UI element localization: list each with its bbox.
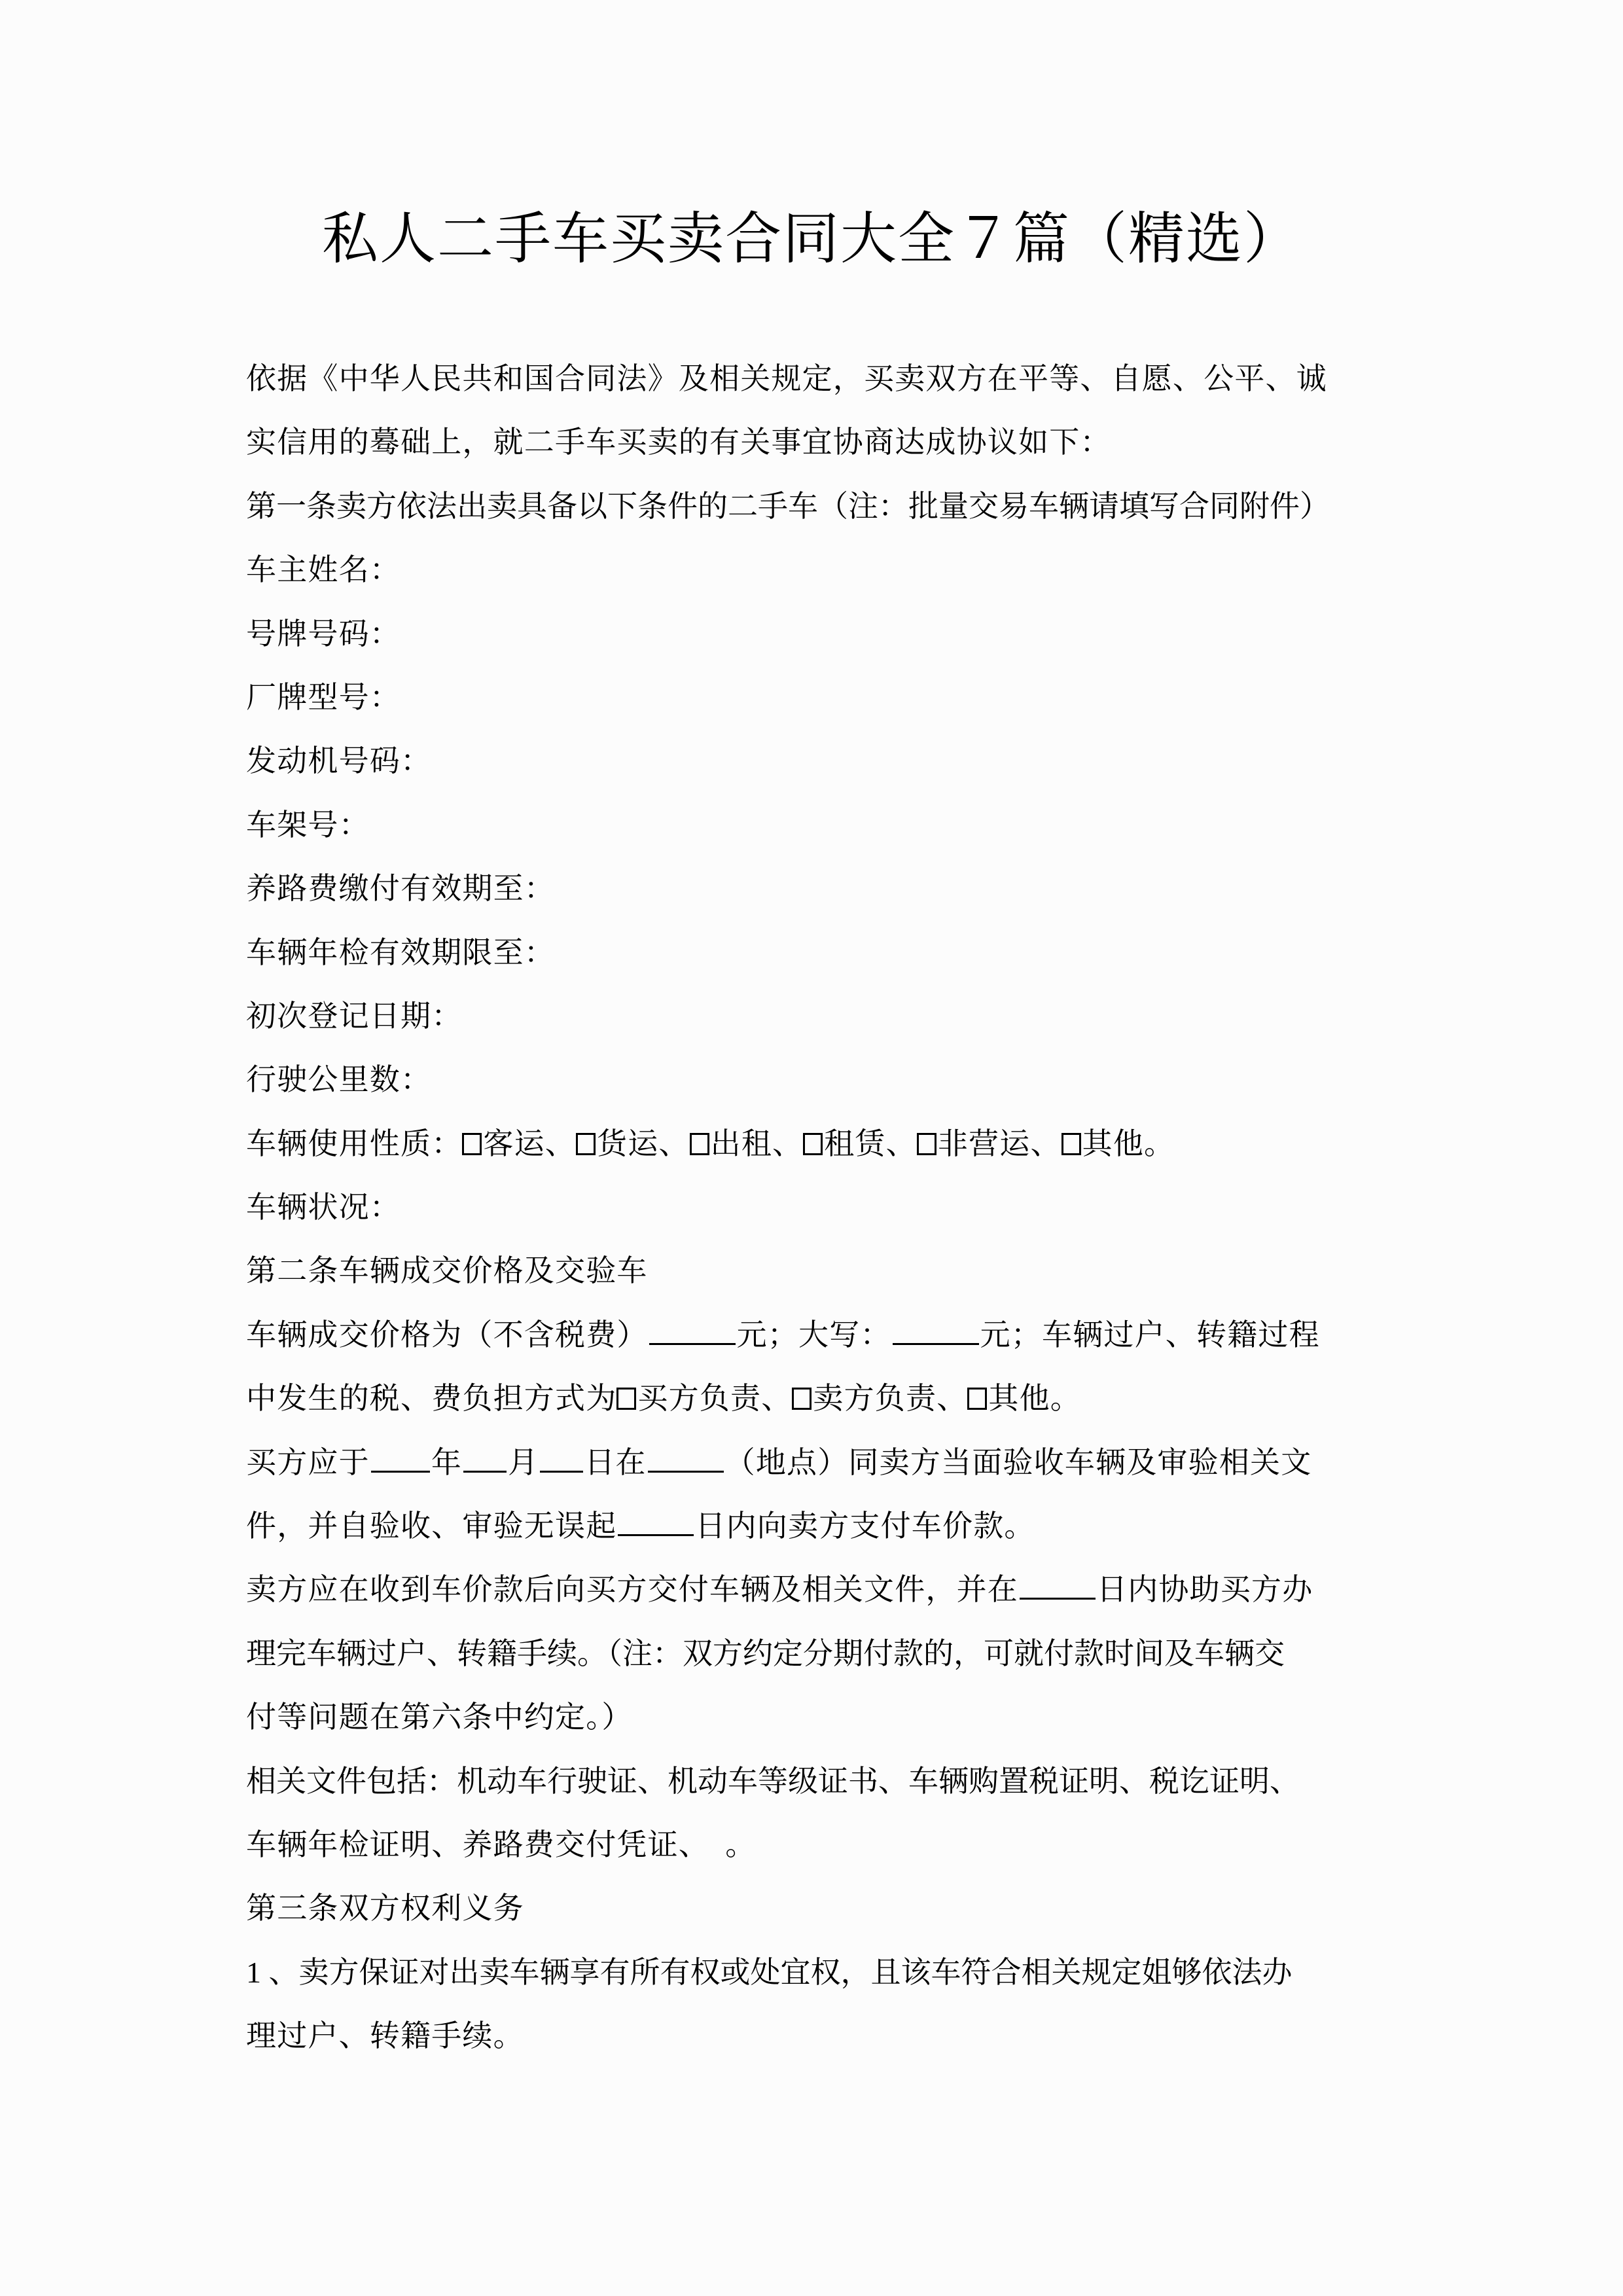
price-line xyxy=(246,1303,1385,1367)
inspection-line-2 xyxy=(246,1494,1385,1558)
intro-line-1: 依据《中华人民共和国合同法》及相关规定，买卖双方在平等、自愿、公平、诚 xyxy=(246,362,1327,395)
delivery-line-3: 付等问题在第六条中约定。） xyxy=(246,1700,633,1734)
checkbox-icon xyxy=(917,1133,936,1155)
vehicle-condition-label: 车辆状况： xyxy=(246,1191,401,1225)
vehicle-usage-line xyxy=(246,1112,1385,1175)
intro-line-2: 实信用的蓦础上，就二手车买卖的有关事宜协商达成协议如下： xyxy=(246,425,1111,459)
field-brand-model: 厂牌型号： xyxy=(246,680,401,714)
checkbox-icon xyxy=(967,1388,987,1410)
inspection-text: 买方应于 xyxy=(246,1445,370,1479)
field-road-fee-valid-until: 养路费缴付有效期至： xyxy=(246,872,555,906)
document-body xyxy=(246,347,1385,2068)
delivery-line-1-prefix: 卖方应在收到车价款后向买方交付车辆及相关文件，并在 xyxy=(246,1573,1018,1607)
price-prefix: 车辆成交价格为（不含税费） xyxy=(246,1318,648,1352)
price-capital-blank xyxy=(893,1317,979,1345)
usage-option-non-commercial: 非营运、 xyxy=(937,1126,1061,1160)
checkbox-icon xyxy=(576,1133,596,1155)
checkbox-icon xyxy=(1061,1133,1081,1155)
tax-option-seller: 卖方负责、 xyxy=(813,1382,968,1416)
checkbox-icon xyxy=(690,1133,709,1155)
year-blank xyxy=(371,1444,430,1473)
inspection-text-rest: （地点）同卖方当面验收车辆及审验相关文 xyxy=(724,1445,1312,1479)
transfer-days-blank xyxy=(1020,1571,1096,1600)
delivery-line-1-suffix: 日内协助买方办 xyxy=(1097,1573,1313,1607)
inspection-line-2-suffix: 日内向卖方支付车价款。 xyxy=(695,1509,1035,1543)
field-owner-name: 车主姓名： xyxy=(246,553,401,587)
article-3-item-1-line-1: 1 、卖方保证对出卖车辆享有所有权或处宜权，且该车符合相关规定姐够依法办 xyxy=(246,1955,1293,1989)
usage-option-other: 其他。 xyxy=(1082,1126,1175,1160)
documents-line-1: 相关文件包括：机动车行驶证、机动车等级证书、车辆购置税证明、税讫证明、 xyxy=(246,1764,1300,1798)
article-2-heading: 第二条车辆成交价格及交验车 xyxy=(246,1254,648,1288)
field-annual-inspection-valid-until: 车辆年检有效期限至： xyxy=(246,935,555,969)
payment-days-blank xyxy=(618,1508,694,1536)
usage-option-lease: 租赁、 xyxy=(824,1126,917,1160)
tax-option-buyer: 买方负责、 xyxy=(637,1382,793,1416)
checkbox-icon xyxy=(616,1388,636,1410)
article-3-item-1-line-2: 理过户、转籍手续。 xyxy=(246,2019,524,2053)
day-label: 日在 xyxy=(584,1445,647,1479)
article-1-heading: 第一条卖方依法出卖具备以下条件的二手车（注：批量交易车辆请填写合同附件） xyxy=(246,489,1330,523)
year-label: 年 xyxy=(431,1445,463,1479)
tax-burden-line xyxy=(246,1367,1385,1430)
delivery-line-2: 理完车辆过户、转籍手续。（注：双方约定分期付款的，可就付款时间及车辆交 xyxy=(246,1636,1285,1670)
location-blank xyxy=(648,1444,724,1473)
documents-line-2: 车辆年检证明、养路费交付凭证、 。 xyxy=(246,1827,757,1861)
month-blank xyxy=(463,1444,507,1473)
checkbox-icon xyxy=(462,1133,482,1155)
usage-option-passenger: 客运、 xyxy=(483,1126,577,1160)
checkbox-icon xyxy=(792,1388,812,1410)
field-mileage: 行驶公里数： xyxy=(246,1063,432,1097)
tax-burden-prefix: 中发生的税、费负担方式为 xyxy=(246,1382,617,1416)
inspection-line-1 xyxy=(246,1431,1385,1494)
price-unit-capital: 元；大写： xyxy=(736,1318,891,1352)
price-blank xyxy=(649,1317,736,1345)
day-blank xyxy=(540,1444,583,1473)
vehicle-usage-label: 车辆使用性质： xyxy=(246,1126,463,1160)
checkbox-icon xyxy=(803,1133,823,1155)
document-title: 私人二手车买卖合同大全７篇（精选） xyxy=(322,207,1301,270)
field-first-registration-date: 初次登记日期： xyxy=(246,999,463,1033)
tax-option-other: 其他。 xyxy=(988,1382,1082,1416)
usage-option-taxi: 出租、 xyxy=(710,1126,804,1160)
field-chassis-number: 车架号： xyxy=(246,808,370,842)
month-label: 月 xyxy=(508,1445,539,1479)
field-engine-number: 发动机号码： xyxy=(246,744,432,778)
field-plate-number: 号牌号码： xyxy=(246,617,401,651)
article-3-heading: 第三条双方权利义务 xyxy=(246,1892,524,1926)
price-suffix: 元；车辆过户、转籍过程 xyxy=(980,1318,1320,1352)
delivery-line-1 xyxy=(246,1558,1385,1621)
inspection-line-2-prefix: 件，并自验收、审验无误起 xyxy=(246,1509,617,1543)
usage-option-freight: 货运、 xyxy=(597,1126,690,1160)
